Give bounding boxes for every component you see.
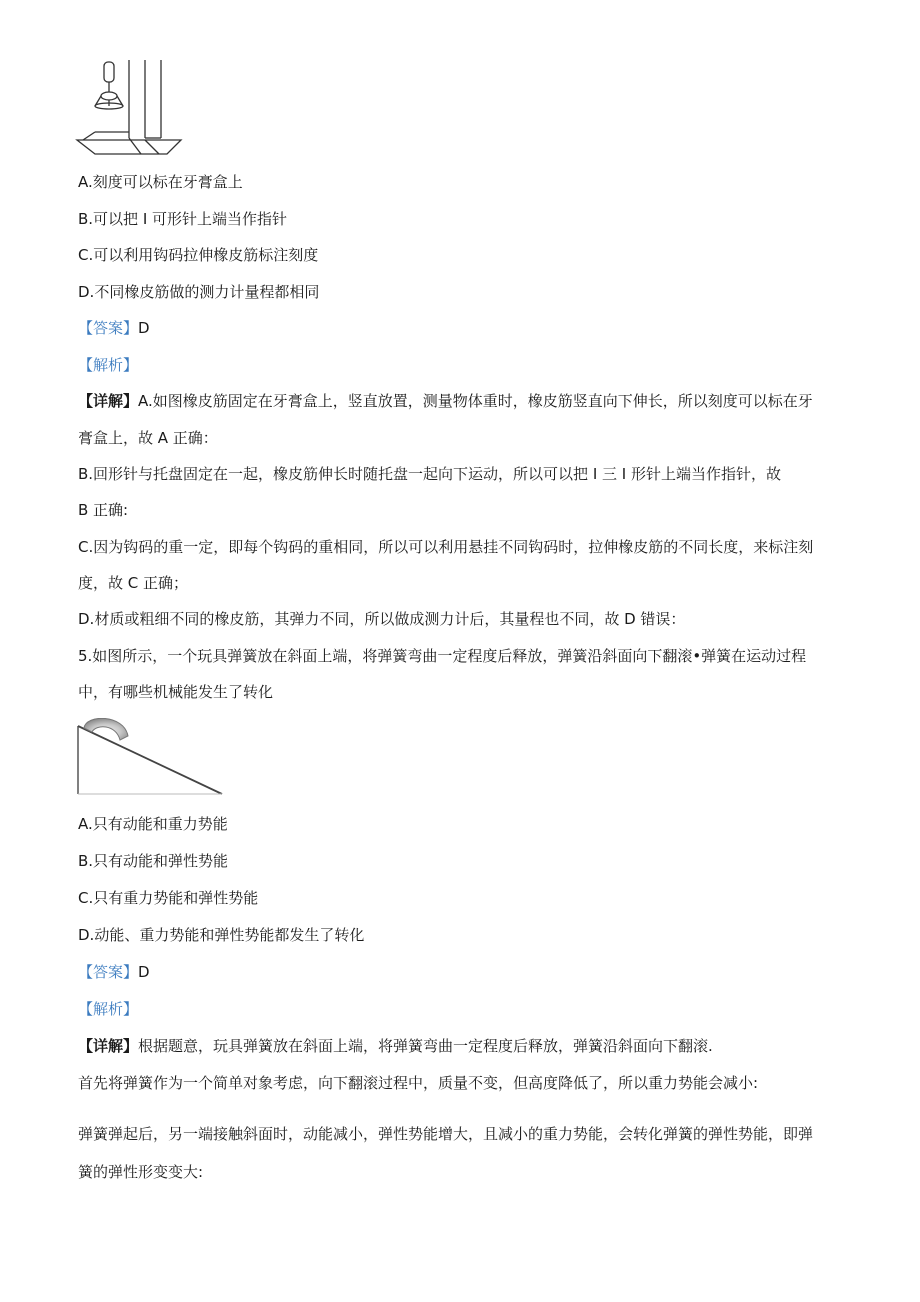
q4-detail-line7: D.材质或粗细不同的橡皮筋，其弹力不同，所以做成测力计后，其量程也不同，故 D 错误： [78, 610, 686, 628]
q5-stem-line2: 中，有哪些机械能发生了转化 [78, 683, 274, 701]
answer-value: D [138, 963, 150, 981]
detail-text: A.如图橡皮筋固定在牙膏盒上，竖直放置，测量物体重时，橡皮筋竖直向下伸长，所以刻度可以标在牙 [138, 392, 813, 410]
q5-answer [78, 962, 150, 982]
q5-option-d: D.动能、重力势能和弹性势能都发生了转化 [78, 926, 365, 944]
q4-option-c: C.可以利用钩码拉伸橡皮筋标注刻度 [78, 246, 319, 264]
q4-analysis-tag: 【解析】 [78, 356, 139, 374]
q5-option-b: B.只有动能和弹性势能 [78, 852, 229, 870]
spring-incline-figure [76, 718, 226, 798]
answer-tag: 【答案】 [78, 319, 139, 337]
q4-answer [78, 318, 150, 338]
q4-option-d: D.不同橡皮筋做的测力计量程都相同 [78, 283, 320, 301]
q5-detail-line4: 簧的弹性形变变大: [78, 1163, 204, 1181]
q4-detail-line4: B 正确: [78, 501, 129, 519]
q5-detail-line2: 首先将弹簧作为一个简单对象考虑，向下翻滚过程中，质量不变，但高度降低了，所以重力势能会减小: [78, 1074, 759, 1092]
detail-tag: 【详解】 [78, 1037, 139, 1055]
rubber-band-scale-figure [75, 58, 185, 158]
q5-option-a: A.只有动能和重力势能 [78, 815, 228, 833]
detail-text: 根据题意，玩具弹簧放在斜面上端，将弹簧弯曲一定程度后释放，弹簧沿斜面向下翻滚. [138, 1037, 713, 1055]
q4-detail-line5: C.因为钩码的重一定，即每个钩码的重相同，所以可以利用悬挂不同钩码时，拉伸橡皮筋的不同长度，来标注刻 [78, 538, 814, 556]
q4-detail-line6: 度，故 C 正确； [78, 574, 189, 592]
detail-tag: 【详解】 [78, 392, 139, 410]
q4-detail-line3: B.回形针与托盘固定在一起，橡皮筋伸长时随托盘一起向下运动，所以可以把 I 三 I 形针上端当作指针，故 [78, 465, 781, 483]
q4-detail-line2: 膏盒上，故 A 正确： [78, 429, 218, 447]
q5-detail-line1 [78, 1036, 713, 1056]
q5-analysis-tag: 【解析】 [78, 1000, 139, 1018]
q4-option-b: B.可以把 I 可形针上端当作指针 [78, 210, 288, 228]
q5-option-c: C.只有重力势能和弹性势能 [78, 889, 259, 907]
q5-stem-line1: 5.如图所示，一个玩具弹簧放在斜面上端，将弹簧弯曲一定程度后释放，弹簧沿斜面向下翻滚•弹簧在运动过程 [78, 647, 807, 665]
q5-detail-line3: 弹簧弹起后，另一端接触斜面时，动能减小，弹性势能增大，且减小的重力势能，会转化弹簧的弹性势能，即弹 [78, 1125, 814, 1143]
q4-detail-line1 [78, 391, 813, 411]
q4-option-a: A.刻度可以标在牙膏盒上 [78, 173, 243, 191]
answer-tag: 【答案】 [78, 963, 139, 981]
answer-value: D [138, 319, 150, 337]
